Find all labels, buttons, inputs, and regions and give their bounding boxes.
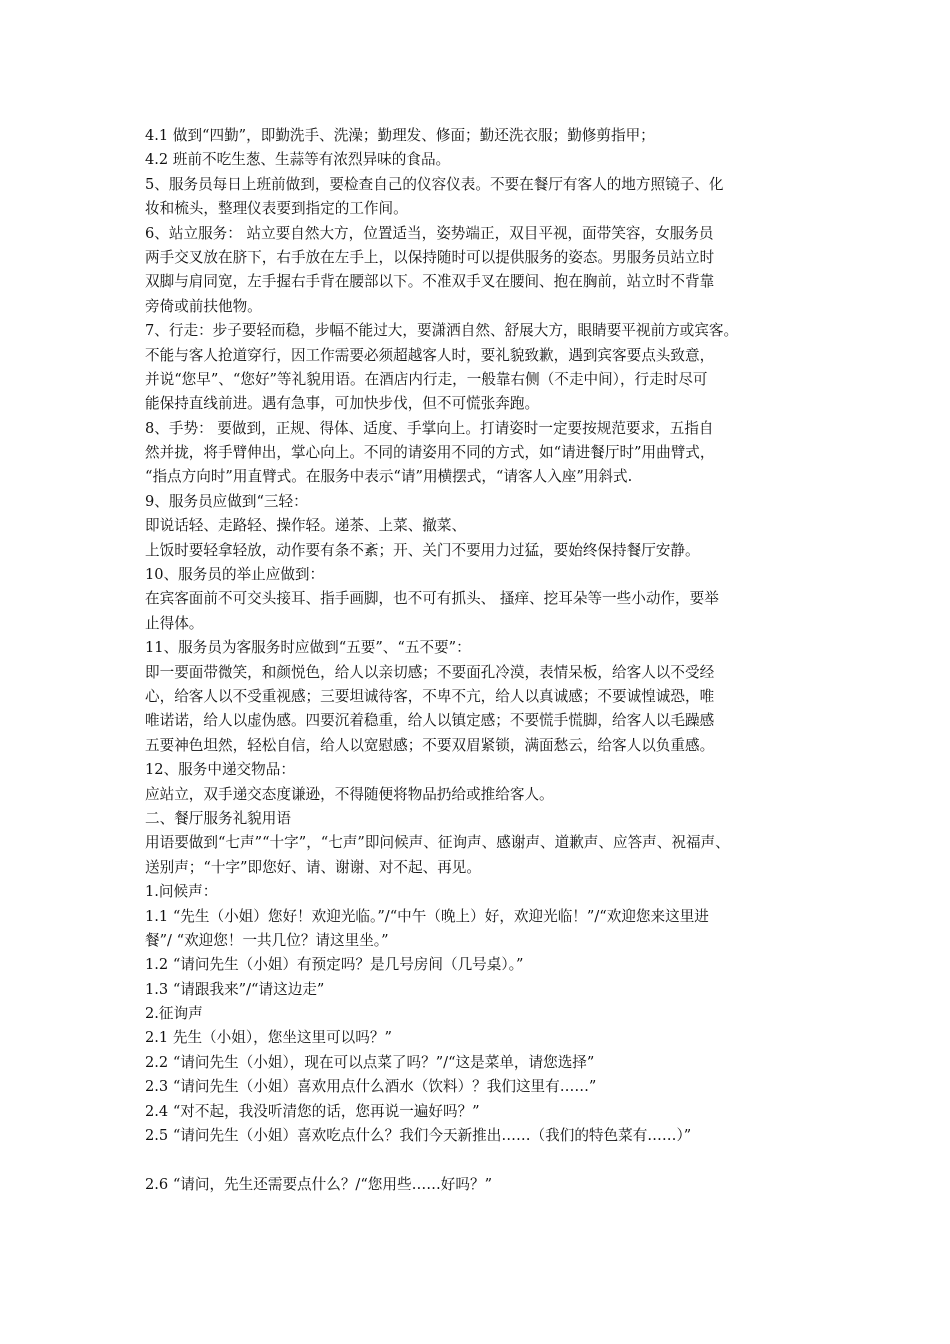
text-line: 2.2 “请问先生（小姐），现在可以点菜了吗？”/“这是菜单，请您选择” xyxy=(145,1053,595,1071)
text-line: 2.4 “对不起，我没听清您的话，您再说一遍好吗？” xyxy=(145,1102,480,1120)
text-line: 2.3 “请问先生（小姐）喜欢用点什么酒水（饮料）？我们这里有……” xyxy=(145,1078,597,1096)
text-line: 5、服务员每日上班前做到，要检查自己的仪容仪表。不要在餐厅有客人的地方照镜子、化 xyxy=(145,175,724,193)
text-line: 五要神色坦然，轻松自信，给人以宽慰感；不要双眉紧锁，满面愁云，给客人以负重感。 xyxy=(145,736,715,754)
text-line: 1.3 “请跟我来”/“请这边走” xyxy=(145,980,325,998)
text-line: 1.问候声： xyxy=(145,883,218,901)
text-line: 4.2 班前不吃生葱、生蒜等有浓烈异味的食品。 xyxy=(145,151,451,169)
text-line: 妆和梳头，整理仪表要到指定的工作间。 xyxy=(145,200,408,218)
text-line: 4.1 做到“四勤”，即勤洗手、洗澡；勤理发、修面；勤还洗衣服；勤修剪指甲； xyxy=(145,127,655,144)
text-line: 11、服务员为客服务时应做到“五要”、“五不要”： xyxy=(145,639,471,657)
text-line: 上饭时要轻拿轻放，动作要有条不紊；开、关门不要用力过猛，要始终保持餐厅安静。 xyxy=(145,541,700,559)
text-line: 1.1 “先生（小姐）您好！欢迎光临。”/“中午（晚上）好，欢迎光临！”/“欢迎您来这里进 xyxy=(145,907,709,925)
text-line: 2.5 “请问先生（小姐）喜欢吃点什么？我们今天新推出……（我们的特色菜有……）” xyxy=(145,1127,692,1145)
text-line: 7、行走：步子要轻而稳，步幅不能过大，要潇洒自然、舒展大方，眼睛要平视前方或宾客。 xyxy=(145,322,739,340)
text-line: 两手交叉放在脐下，右手放在左手上，以保持随时可以提供服务的姿态。男服务员站立时 xyxy=(145,248,715,266)
text-line: 12、服务中递交物品： xyxy=(145,761,295,779)
text-line: 2.征询声 xyxy=(145,1005,203,1023)
text-line: 2.1 先生（小姐），您坐这里可以吗？” xyxy=(145,1029,392,1047)
text-line: 并说“您早”、“您好”等礼貌用语。在酒店内行走，一般靠右侧（不走中间），行走时尽可 xyxy=(145,370,708,388)
text-line: 心，给客人以不受重视感；三要坦诚待客，不卑不亢，给人以真诚感；不要诚惶诚恐，唯 xyxy=(145,687,715,705)
text-line: 不能与客人抢道穿行，因工作需要必须超越客人时，要礼貌致歉，遇到宾客要点头致意， xyxy=(145,346,715,364)
text-line: “指点方向时”用直臂式。在服务中表示“请”用横摆式，“请客人入座”用斜式. xyxy=(145,468,633,486)
text-line: 双脚与肩同宽，左手握右手背在腰部以下。不准双手叉在腰间、抱在胸前，站立时不背靠 xyxy=(145,273,715,291)
text-line: 10、服务员的举止应做到： xyxy=(145,566,325,584)
blank-line xyxy=(145,1148,825,1172)
text-line: 在宾客面前不可交头接耳、指手画脚，也不可有抓头、 搔痒、挖耳朵等一些小动作，要举 xyxy=(145,590,719,608)
text-line: 2.6 “请问，先生还需要点什么？/“您用些……好吗？” xyxy=(145,1175,493,1193)
text-line: 然并拢，将手臂伸出，掌心向上。不同的请姿用不同的方式，如“请进餐厅时”用曲臂式， xyxy=(145,444,715,462)
text-line: 送别声；“十字”即您好、请、谢谢、对不起、再见。 xyxy=(145,858,481,876)
text-line: 9、服务员应做到“三轻： xyxy=(145,492,308,510)
text-line: 止得体。 xyxy=(145,614,204,632)
text-line: 6、站立服务： 站立要自然大方，位置适当，姿势端正，双目平视，面带笑容，女服务员 xyxy=(145,224,714,242)
text-line: 1.2 “请问先生（小姐）有预定吗？是几号房间（几号桌）。” xyxy=(145,956,524,974)
text-line: 餐”/ “欢迎您！一共几位？请这里坐。” xyxy=(145,931,389,949)
text-line: 即说话轻、走路轻、操作轻。递茶、上菜、撤菜、 xyxy=(145,517,467,535)
text-line: 唯诺诺，给人以虚伪感。四要沉着稳重，给人以镇定感；不要慌手慌脚，给客人以毛躁感 xyxy=(145,712,715,730)
text-line: 即一要面带微笑，和颜悦色，给人以亲切感；不要面孔冷漠，表情呆板，给客人以不受经 xyxy=(145,663,715,681)
text-line: 能保持直线前进。遇有急事，可加快步伐，但不可慌张奔跑。 xyxy=(145,395,540,413)
text-line: 应站立，双手递交态度谦逊，不得随便将物品扔给或推给客人。 xyxy=(145,785,554,803)
text-line: 二、餐厅服务礼貌用语 xyxy=(145,809,291,827)
document-body xyxy=(145,124,825,1197)
text-line: 8、手势： 要做到，正规、得体、适度、手掌向上。打请姿时一定要按规范要求，五指自 xyxy=(145,419,714,437)
text-line: 旁倚或前扶他物。 xyxy=(145,297,262,315)
text-line: 用语要做到“七声”“十字”，“七声”即问候声、征询声、感谢声、道歉声、应答声、祝福声、 xyxy=(145,834,730,852)
